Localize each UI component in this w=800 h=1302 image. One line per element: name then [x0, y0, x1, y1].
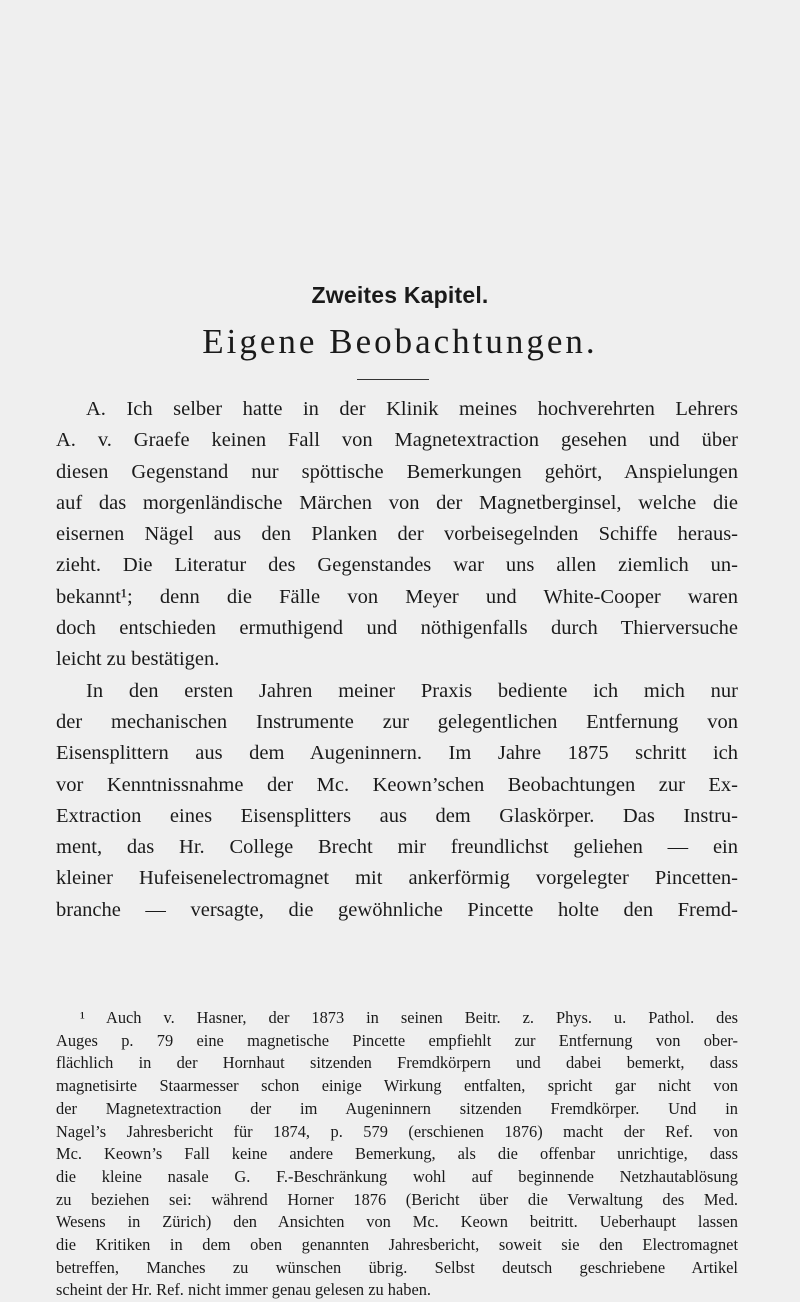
- body-text: [56, 394, 738, 926]
- body-line: branche — versagte, die gewöhnliche Pincette holte den Fremd-: [56, 898, 738, 921]
- footnote-line: magnetisirte Staarmesser schon einige Wirkung entfalten, spricht gar nicht von: [56, 1076, 738, 1096]
- footnote-line: zu beziehen sei: während Horner 1876 (Bericht über die Verwaltung des Med.: [56, 1189, 738, 1209]
- body-line: eisernen Nägel aus den Planken der vorbeisegelnden Schiffe heraus-: [56, 523, 738, 546]
- body-line: kleiner Hufeisenelectromagnet mit ankerförmig vorgelegter Pincetten-: [56, 867, 738, 890]
- body-line: zieht. Die Literatur des Gegenstandes war uns allen ziemlich un-: [56, 554, 738, 577]
- body-line: bekannt¹; denn die Fälle von Meyer und White-Cooper waren: [56, 585, 738, 608]
- body-line: diesen Gegenstand nur spöttische Bemerkungen gehört, Anspielungen: [56, 460, 738, 483]
- body-line: auf das morgenländische Märchen von der Magnetberginsel, welche die: [56, 491, 738, 514]
- footnote-line: ¹ Auch v. Hasner, der 1873 in seinen Beitr. z. Phys. u. Pathol. des: [80, 1008, 738, 1027]
- body-line: A. Ich selber hatte in der Klinik meines hochverehrten Lehrers: [86, 398, 738, 420]
- body-line: In den ersten Jahren meiner Praxis bediente ich mich nur: [86, 679, 738, 702]
- footnote-line: Mc. Keown’s Fall keine andere Bemerkung, als die offenbar unrichtige, dass: [56, 1144, 738, 1164]
- body-line: ment, das Hr. College Brecht mir freundlichst geliehen — ein: [56, 836, 738, 859]
- footnote: [56, 1007, 738, 1302]
- title-divider: [357, 379, 429, 380]
- body-line: Extraction eines Eisensplitters aus dem Glaskörper. Das Instru-: [56, 804, 738, 827]
- footnote-line: die Kritiken in dem oben genannten Jahresbericht, soweit sie den Electromagnet: [56, 1235, 738, 1255]
- footnote-line: Auges p. 79 eine magnetische Pincette empfiehlt zur Entfernung von ober-: [56, 1030, 738, 1050]
- body-line: doch entschieden ermuthigend und nöthigenfalls durch Thierversuche: [56, 617, 738, 640]
- footnote-line: scheint der Hr. Ref. nicht immer genau gelesen zu haben.: [56, 1280, 432, 1300]
- chapter-title: Eigene Beobachtungen.: [202, 322, 598, 361]
- footnote-line: flächlich in der Hornhaut sitzenden Fremdkörpern und dabei bemerkt, dass: [56, 1053, 738, 1073]
- body-line: A. v. Graefe keinen Fall von Magnetextraction gesehen und über: [56, 429, 738, 452]
- body-line: vor Kenntnissnahme der Mc. Keown’schen Beobachtungen zur Ex-: [56, 773, 738, 796]
- footnote-line: Nagel’s Jahresbericht für 1874, p. 579 (erschienen 1876) macht der Ref. von: [56, 1121, 738, 1141]
- footnote-line: Wesens in Zürich) den Ansichten von Mc. Keown beitritt. Ueberhaupt lassen: [56, 1212, 738, 1232]
- footnote-line: die kleine nasale G. F.-Beschränkung wohl auf beginnende Netzhautablösung: [56, 1166, 738, 1186]
- body-line: leicht zu bestätigen.: [56, 648, 220, 671]
- body-line: der mechanischen Instrumente zur gelegentlichen Entfernung von: [56, 710, 738, 733]
- chapter-label: Zweites Kapitel.: [311, 282, 489, 308]
- footnote-line: betreffen, Manches zu wünschen übrig. Selbst deutsch geschriebene Artikel: [56, 1257, 738, 1277]
- body-line: Eisensplittern aus dem Augeninnern. Im Jahre 1875 schritt ich: [56, 742, 738, 765]
- footnote-line: der Magnetextraction der im Augeninnern sitzenden Fremdkörper. Und in: [56, 1098, 738, 1118]
